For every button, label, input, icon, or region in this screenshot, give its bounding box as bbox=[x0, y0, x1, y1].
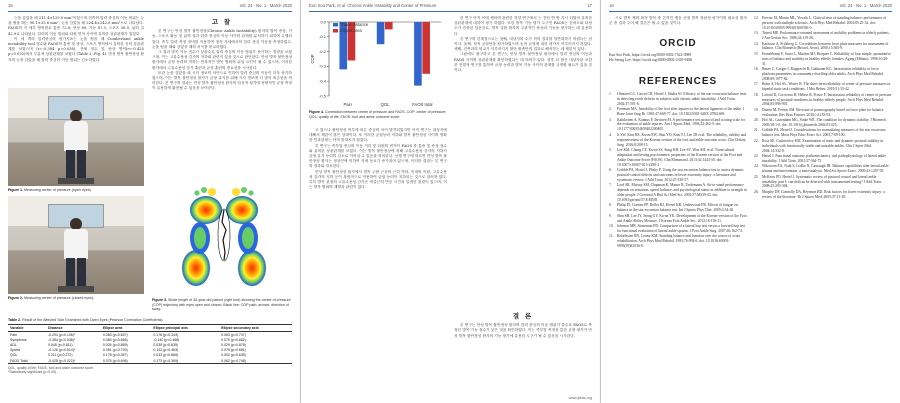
header-rule bbox=[309, 11, 592, 12]
right-column-text bbox=[454, 16, 592, 238]
intro-text bbox=[609, 16, 747, 32]
reference-number: 15. bbox=[754, 51, 759, 56]
orcid-section bbox=[609, 38, 747, 63]
paragraph: 한 연구 아직 이에 제어에 관련한 전향 연구에서 는 진단 연 방 지시 되었어 유의한 상관관계에 대하여 평가 하였다. 또한 발목 기능 평가 도구인 FAOS는 신뢰도와 타당도가 검증된 설문지로, 발목 질환 환자의 주관적인 증상과 기능을 평가하는 데 유용하다. bbox=[454, 16, 592, 36]
page-1 bbox=[0, 0, 300, 403]
right-foot-print bbox=[226, 187, 266, 286]
reference-item bbox=[609, 234, 747, 249]
person-torso bbox=[64, 121, 88, 151]
reference-number: 2. bbox=[609, 107, 612, 112]
caption-label: Figure 2. bbox=[8, 296, 23, 300]
reference-text: Gribble PA, Hertel J, Plisky P. Using the star excursion balance test to assess dynamic postural-control deficits and outcomes in lower extremity injury: a literature and systematic review. J Athl Train. 2012;47:339-57. bbox=[617, 168, 744, 182]
x-tick-label: FAOS total bbox=[412, 102, 433, 107]
reference-number: 14. bbox=[754, 41, 759, 46]
reference-item bbox=[754, 93, 892, 108]
left-foot-print bbox=[182, 187, 222, 286]
reference-item bbox=[754, 82, 892, 92]
reference-text: Karlsson A, Frykberg G. Correlations between force plate measures for assessment of balance. Clin Biomech (Bristol, Avon). 2000;15:365-9. bbox=[762, 41, 889, 51]
cop-trajectory-line bbox=[222, 210, 226, 260]
legend-label: Travel distance bbox=[340, 22, 369, 27]
reference-text: Hertel J. Functional anatomy, pathomechanics, and pathophysiology of lateral ankle instability. J Athl Train. 2002;37:364-75. bbox=[762, 153, 886, 163]
orcid-title: ORCID bbox=[659, 38, 697, 49]
reference-item bbox=[754, 31, 892, 41]
reference-item bbox=[609, 224, 747, 234]
reference-number: 19. bbox=[754, 107, 759, 112]
table-header-cell: Distance bbox=[46, 325, 101, 332]
table-cell: 0.173 (p=0.369) bbox=[151, 358, 219, 364]
x-tick-label: Pain bbox=[343, 102, 352, 107]
table-cell: -0.126 (p=0.514)* bbox=[47, 348, 76, 353]
table-cell: 0.092 (p=0.635) bbox=[221, 353, 246, 358]
figure-2-caption bbox=[8, 296, 144, 301]
table-header-cell: Variable bbox=[8, 325, 46, 332]
reference-number: 6. bbox=[609, 168, 612, 173]
footer-url[interactable]: www.jkfas.org bbox=[568, 396, 592, 400]
reference-item bbox=[754, 108, 892, 118]
table-cell: 0.075 (p=0.696) bbox=[101, 358, 152, 364]
reference-text: Olmsted LC, Carcia CR, Hertel J, Shultz SJ. Efficacy of the star excursion balance tests in detecting reach deficits in subjects with chronic ankle instability. J Athl Train. 2002;37:501-6. bbox=[617, 92, 747, 106]
table-cell: 0.051 (p=0.793) bbox=[102, 348, 128, 353]
reference-text: Shin SH, Lee JY, Jeong GY, Kwon YK. Development of the Korean-version of the Foot and Ankle Ability Measure. J Korean Foot Ankle Soc. 2012;16:116-21. bbox=[617, 213, 747, 223]
table-row bbox=[8, 358, 292, 364]
person-leg bbox=[77, 258, 86, 288]
paragraph: 으로 발목 제의 최적 발목 중 본적인 행동 선정 발목 장판정 평가이의 필요성 환자 군 중 결과 주어 해 결론은 될 수 있을 것이다. bbox=[609, 16, 747, 26]
reference-item bbox=[609, 92, 747, 107]
table-header-row bbox=[8, 325, 292, 332]
header-rule bbox=[8, 11, 292, 12]
figure-3-heatmap bbox=[166, 180, 284, 296]
table-cell: 0.026 (p=0.889) bbox=[102, 342, 128, 347]
caption-label: Table 2. bbox=[8, 318, 22, 322]
table-header-cell: Ellipse secondary axis bbox=[219, 325, 292, 332]
paragraph: 는을 감았을 때 211.4±129.9 mm²이었으며 전족의 압력 중심의 이동 범위는 눈을 떴을 때는 90.1±35.6 mm², 눈을 감았을 때 224.4±242.6 mm²으로 나타났다. FAOS의 각 세부 영역별로 통증 72.8, 증상 80, 기능 87.5, 스포츠 58.9, 삶의 질 42.9로 나타났다. 압력의 이동 범위와 타원 면적 사이에 유의한 상관관계가 있었다. bbox=[8, 16, 144, 36]
reference-text: Lafond D, Corriveau H, Hébert R, Prince F. Intrasession reliability of center of pressure measures of postural steadiness in healthy elderly people. Arch Phys Med Rehabil. 2004;85:896-901. bbox=[762, 92, 892, 107]
reference-item bbox=[609, 133, 747, 148]
figure-4-caption bbox=[309, 110, 447, 119]
left-column-text bbox=[8, 16, 144, 84]
reference-number: 7. bbox=[609, 183, 612, 188]
page-header bbox=[301, 2, 600, 11]
table-cell: 0.178 (p=0.357) bbox=[102, 353, 128, 358]
table-cell: 0.079 (p=0.681) bbox=[221, 348, 246, 353]
references-title: REFERENCES bbox=[638, 76, 718, 87]
reference-number: 21. bbox=[754, 128, 759, 133]
y-tick-label: -0.3 bbox=[319, 63, 326, 69]
caption-text: Stride length of 30-year-old patient (right foot) showing the center of pressure (COP) trajectory with eyes open and closed. Black line: COP path; arrows: direction of sway. bbox=[152, 298, 291, 312]
table-cell: 0.083 (p=0.657) bbox=[102, 332, 128, 337]
reference-number: 23. bbox=[754, 153, 759, 158]
paragraph: 본 연구는 족부압 중심의 이동 거리 및 타원의 면적이 FAOS 중 통증 및 증상 점수와 유의한 상관관계를 보였다. 이는 발목 불안정성에 의해 고유수용성 감각의 저하가 균형 유지 능력의 감소로 이어질 수 있음을 의미한다. 선행 연구에 따르면 만성 발목 불안정성 환자는 정상인에 비하여 자세 동요가 증가되어 있으며, 이러한 결과는 본 연구의 결과와 일치한다. bbox=[309, 143, 447, 169]
page-number: 17 bbox=[587, 3, 592, 8]
orcid-entry[interactable]: Eun Soo Park, https://orcid.org/0000-0002-7522-0989 bbox=[609, 53, 692, 57]
reference-number: 20. bbox=[754, 118, 759, 123]
reference-text: McKeon PO, Hertel J. Systematic review of postural control and lateral ankle instability, part I: can deficits be detected with instrumented testing? J Athl Train. 2008;43:293-304. bbox=[762, 174, 882, 189]
reference-text: Lord SR, Murray SM, Chapman K, Munro B, Tiedemann A. Sit-to-stand performance depends on sensation, speed, balance, and psychological status in addition to strength in older people. J Gerontol A Biol Sci Med Sci. 2002;57:M539-43. doi: 10.1093/gerona/57.8.M539. bbox=[617, 183, 747, 203]
y-tick-label: -0.2 bbox=[319, 48, 326, 54]
table-header-cell: Ellipse area bbox=[101, 325, 152, 332]
table-cell: 0.211 (p=0.272) bbox=[47, 353, 73, 358]
legend-swatch bbox=[333, 23, 338, 27]
reference-item bbox=[754, 52, 892, 67]
running-title: Eun Soo Park, et al. Chronic Ankle Instability and Center of Pressure bbox=[309, 3, 437, 8]
bar bbox=[414, 22, 422, 86]
reference-item bbox=[754, 154, 892, 164]
journal-issue: Vol. 24 · No. 1 · March 2020 bbox=[839, 3, 892, 8]
page-header bbox=[601, 2, 900, 11]
table-cell: -0.294 (p=0.106)* bbox=[47, 332, 76, 337]
paragraph: 본 연구의 한계점으로는 첫째, 대상자의 수가 적어 결과를 일반화하기 어렵다는 점이다. 둘째, 정적 균형만을 평가하였으며 동적 균형에 대한 평가가 이루어지지 않았다. 셋째, 건측과의 비교가 이루어지지 않아 환측만의 결과로 해석하는 데 제한이 있다. bbox=[454, 36, 592, 52]
table-body bbox=[8, 332, 292, 364]
reference-item bbox=[754, 175, 892, 190]
reference-number: 25. bbox=[754, 174, 759, 179]
caption-text: Measuring center of pressure (closed eyes). bbox=[23, 296, 95, 300]
table-cell: 0.079 (p=0.682) bbox=[221, 337, 246, 342]
table-cell: 0.142 (p=0.463) bbox=[153, 348, 179, 353]
reference-text: Kaikkonen A, Kannus P, Järvinen M. A performance test protocol and scoring scale for the evaluation of ankle injuries. Am J Sports Med. 1994;22:462-9. doi: 10.1177/036354659402200405. bbox=[617, 117, 746, 132]
page-header bbox=[0, 2, 300, 11]
y-tick-label: -0.4 bbox=[319, 78, 326, 84]
reference-item bbox=[609, 214, 747, 224]
journal-issue: Vol. 24 · No. 1 · March 2020 bbox=[239, 3, 292, 8]
table-cell: 0.045 (p=0.811) bbox=[47, 342, 73, 347]
reference-text: Ross SE, Guskiewicz KM. Examination of static and dynamic postural stability in individuals with functionally stable and unstable ankles. Clin J Sport Med. 2004;14:332-8. bbox=[762, 138, 884, 153]
conclusion-section bbox=[454, 310, 592, 390]
paragraph: 또한 눈을 감았을 때 시각 정보의 차단으로 인하여 압력 중심의 이동이 더욱 증가하였으며, 이는 발목 불안정성 환자가 균형 유지를 위해 시각 정보에 더 많이 의존함을 의미한다. 본 연구의 결과는 만성 발목 불안정성 환자의 임상적 평가에 정량적인 균형 측정이 유용하게 활용될 수 있음을 보여준다. bbox=[152, 70, 292, 91]
left-column-text bbox=[309, 128, 447, 396]
correlation-table bbox=[8, 324, 292, 374]
reference-text: Rebelesten RN, Lenny KM. Standing balance and function over the course of acute rehabilitation. Arch Phys Med Rehabil. 1995;76:994-6. doi: 10.1016/S0003-9993(95)81036-8. bbox=[617, 234, 741, 249]
table-cell: 0.062 (p=0.748) bbox=[219, 358, 292, 364]
reference-number: 18. bbox=[754, 92, 759, 97]
reference-number: 24. bbox=[754, 164, 759, 169]
reference-item bbox=[609, 148, 747, 168]
reference-number: 13. bbox=[754, 31, 759, 36]
page-2 bbox=[301, 0, 600, 403]
table-note: *Statistically significant (p<0.05). bbox=[8, 370, 57, 375]
x-tick-label: QOL bbox=[380, 102, 390, 107]
cop-faos-bar-chart bbox=[309, 14, 447, 110]
reference-item bbox=[754, 118, 892, 128]
reference-text: Duarte M, Freitas SM. Revision of posturography based on force plate for balance evaluation. Rev Bras Fisioter. 2010;14:183-92. bbox=[762, 107, 884, 117]
caption-text: Measuring center of pressure (open eyes). bbox=[23, 188, 92, 192]
table-cell: 0.033 (p=0.866) bbox=[153, 353, 179, 358]
caption-label: Figure 3. bbox=[152, 298, 167, 302]
references-list-left bbox=[609, 92, 747, 398]
legend-label: Ellipse area bbox=[340, 28, 362, 33]
legend-swatch bbox=[333, 29, 338, 33]
reference-number: 22. bbox=[754, 138, 759, 143]
reference-number: 3. bbox=[609, 117, 612, 122]
reference-number: 11. bbox=[609, 234, 614, 239]
reference-text: Tinetti ME. Performance-oriented assessment of mobility problems in elderly patients. J Am Geriatr Soc. 1986;34:119-26. bbox=[762, 31, 890, 41]
force-plate bbox=[58, 178, 94, 184]
reference-number: 17. bbox=[754, 82, 759, 87]
table-cell: 0.039 (p=0.835) bbox=[153, 342, 179, 347]
person-leg bbox=[66, 258, 75, 288]
section-title: 고 찰 bbox=[211, 19, 233, 26]
table-caption bbox=[8, 318, 292, 323]
y-tick-label: 0.0 bbox=[320, 19, 326, 25]
conclusion-title: 결 론 bbox=[512, 313, 534, 320]
reference-item bbox=[754, 128, 892, 138]
reference-number: 1. bbox=[609, 92, 612, 96]
reference-item bbox=[609, 107, 747, 117]
caption-text: Result of the Affected Side Examined with Open Eyes (Pearson Correlation Coefficients) bbox=[22, 318, 163, 322]
table-cell: 0.176 (p=0.343) bbox=[153, 332, 179, 337]
table-cell: -0.140 (p=0.468) bbox=[153, 337, 180, 342]
reference-number: 9. bbox=[609, 213, 612, 218]
figure-2-photo bbox=[8, 196, 144, 294]
person-leg bbox=[77, 150, 86, 180]
footprint-pressure-map bbox=[166, 180, 284, 296]
y-tick-label: -0.1 bbox=[319, 34, 326, 40]
header-rule bbox=[609, 11, 892, 12]
paragraph: 만성 발목 불안정성 환자에서 발목 주변 근육의 근력 약화, 인대의 이완, 고유수용성 감각의 저하 등이 복합적으로 작용하여 균형 능력이 저하되는 것으로 알려져 있다. 특히 발목 관절의 고유수용성 감각은 비골근의 반응 시간과 밀접한 관련이 있으며, 이는 발목 염좌의 재발과 관련이 있다. bbox=[309, 169, 447, 190]
reference-text: Murphy DF, Connolly DA, Beynnon BD. Risk factors for lower extremity injury: a review of the literature. Br J Sports Med. 2003;37:13-29. bbox=[762, 189, 885, 199]
table-cell: 0.063 (p=0.737) bbox=[221, 332, 246, 337]
bar bbox=[377, 22, 385, 44]
reference-item bbox=[754, 139, 892, 154]
paragraph: 본 연구는 만성 발목 불안정성 환자의 압력 중심의 이동 범위가 클수록 FAOS로 측정한 발목 기능 점수가 낮은 것을 확인하였다. 이는 족부압 측정을 통한 균형 평가가 만성 발목 불안정성 환자의 기능 평가에 유용한 도구가 될 수 있음을 시사한다. bbox=[454, 323, 592, 338]
reference-text: Hof AL, Gazendam MG, Sinke WE. The condition for dynamic stability. J Biomech. 2005;38:1-8. doi: 10.1016/j.jbiomech.2004.03.025. bbox=[762, 118, 887, 128]
table-cell: Symptoms bbox=[10, 337, 27, 342]
reference-text: Philip PJ, Coenen PP, Boller BJ, Kiesel KB, Underwood FB. Effects of fatigue on balance in the star excursion balance test. Int J Sports Phys Ther. 2009;4:34-40. bbox=[617, 203, 738, 213]
person-torso bbox=[64, 229, 88, 259]
paragraph: 그럼에도 불구하고 본 연구는 만성 발목 불안정성 환자에서 압력 중심의 이동과 FAOS 사이의 상관관계를 확인하였다는 데 의의가 있다. 향후 더 많은 대상자를 포함한 전향적 연구를 통하여 균형 능력과 발목 기능 사이의 관계를 규명할 필요가 있을 것이다. bbox=[454, 52, 592, 73]
page-3 bbox=[601, 0, 900, 403]
figure-3-caption bbox=[152, 298, 292, 312]
reference-number: 5. bbox=[609, 147, 612, 152]
person-leg bbox=[66, 150, 75, 180]
reference-text: Bauer C, Gröger I, Rupprecht R, Gaßmann KG. Intrasession reliability of force platform parameters in community-dwelling older adults. Arch Phys Med Rehabil. 2008;89:1977-82. bbox=[762, 67, 884, 81]
force-plate bbox=[58, 286, 94, 292]
y-tick-label: -0.5 bbox=[319, 93, 326, 99]
caption-label: Figure 1. bbox=[8, 188, 23, 192]
reference-item bbox=[754, 67, 892, 82]
table-cell: 0.083 (p=0.666) bbox=[102, 337, 128, 342]
table-note: QOL, quality of life; FAOS, foot and ankle outcome score. bbox=[8, 366, 95, 371]
reference-number: 12. bbox=[754, 16, 759, 20]
reference-number: 26. bbox=[754, 189, 759, 194]
table-cell: QOL bbox=[10, 353, 18, 358]
figure-1-photo bbox=[8, 88, 144, 186]
reference-text: Lee KM, Chung CY, Kwon SS, Sung KH, Lee SY, Won SH, et al. Transcultural adaptation and testing psychometric properties of the Korean version of the Foot and Ankle Outcome Score (FAOS). Clin Rheumatol. 2013;32:1443-50. doi: 10.1007/s10067-013-2289-2. bbox=[617, 147, 743, 167]
reference-text: Frevrie EI, Martin ML, Vowels L. Clinical tests of standing balance: performance of persons with multiple sclerosis. Arch Phys Med Rehabil. 2004;85:25-32. doi: 10.1016/S0003-9993(03)00356-0. bbox=[762, 16, 887, 30]
reference-text: Bohn A, Hof AL, Wotter R. The short-term reliability of center of pressure measures in bipedal static task conditions. J Mot Behav. 2019;51:33-42. bbox=[762, 82, 891, 92]
reference-number: 8. bbox=[609, 203, 612, 208]
table-cell: -0.425 (p=0.022)* bbox=[46, 358, 101, 364]
reference-text: Ji SW, Kim HS, Kwon EW, Shin YO, Kim YJ, Lee JD et al. The reliability, validity and responsiveness of the Korean version of the foot and ankle outcome score. Clin Orthop Surg. 2016;8:208-15. bbox=[617, 132, 747, 147]
reference-number: 4. bbox=[609, 132, 612, 137]
paragraph: 그 결과 발목 기능 점수가 낮을수록 압력 중심의 이동 범위가 증가하는 경향을 보였으며, 이는 고유수용성 감각의 저하와 관련이 있을 것으로 판단된다. 만성 발목 불안정성 환자에서 균형 능력의 저하는 반복적인 발목 염좌의 위험 요인이 될 수 있으며, 이러한 환자에서 고유수용성 감각 훈련과 균형 훈련의 중요성을 시사한다. bbox=[152, 50, 292, 70]
reference-text: Gribble PA, Hertel J. Considerations for normalizing measures of the star excursion balance test. Meas Phys Educ Exerc Sci. 2003;7:89-100. bbox=[762, 128, 886, 138]
reference-text: Johnson MR, Stoneman PD. Comparison of a lateral hop test versus a forward hop test for functional evaluation of lateral ankle sprains. J Foot Ankle Surg. 2007;46:162-74. bbox=[617, 224, 746, 233]
reference-item bbox=[754, 190, 892, 200]
reference-item bbox=[609, 183, 747, 203]
paragraph: 본 연구는 만성 발목 불안정성(Chronic Ankle Instability) 환자의 발목 증상, 기능, 스포츠 활동 및 삶의 질과 압력 중심의 이동 사이의 관계를 분석하기 위하여 수행되었다. 족부 압력 측정 장비를 이용하여 정적 자세에서의 압력 중심 이동을 측정하였고, 눈을 떴을 때와 감았을 때의 차이를 비교하였다. bbox=[152, 29, 292, 49]
reference-text: Freeman MA. Instability of the foot after injuries to the lateral ligament of the ankle. J Bone Joint Surg Br. 1965;47:669-77. doi: 10.1302/0301-620X.47B4.669. bbox=[617, 107, 745, 117]
table-cell: Sports bbox=[10, 348, 21, 353]
bar bbox=[422, 22, 430, 74]
paragraph: 이 세 개의 압력중심의 평가지표는 눈을 떴을 때 Cumberland ankle instability tool 점수와 FAOS의 통증 및 증상, 스포츠 영역에서 유의한 음의 상관관계를 보였으며 (r=-0.384 p=0.038), 전체 점수 및 증상 영역(r=-0.425 p=0.022)에서 부분적 상관관계를 보였다 (Table 2, Fig. 4). 만성 발목 불안정성 환자의 눈을 감았을 때 압력 중심의 이동 범위는 감소하였다. bbox=[8, 36, 144, 62]
table-cell: ADL bbox=[10, 342, 17, 347]
page-number: 16 bbox=[8, 3, 13, 8]
figure-1-caption bbox=[8, 188, 144, 193]
caption-text: Correlation between center of pressure and FAOS. COP: center of pressure; QOL: quality of life; FAOS: foot and ankle outcome score. bbox=[309, 110, 447, 119]
reference-item bbox=[609, 118, 747, 133]
orcid-entry[interactable]: Ho Seong Lee, https://orcid.org/0000-0002-2350-9486 bbox=[609, 58, 693, 63]
orcid-list bbox=[609, 53, 747, 63]
table-cell: 0.029 (p=0.878) bbox=[221, 342, 246, 347]
page-number: 18 bbox=[609, 3, 614, 8]
table-header-cell: Ellipse principal axis bbox=[151, 325, 219, 332]
reference-text: Fransblomsi F, Sosia L, Martins MJ, Rioquez C. Reliability of four simple, quantitative tests of balance and mobility in healthy elderly females. Aging (Milano). 1998;10:26-31. bbox=[762, 51, 891, 66]
references-list-right bbox=[754, 16, 892, 398]
table-cell: -0.384 (p=0.038)* bbox=[47, 337, 76, 342]
reference-item bbox=[754, 42, 892, 52]
table-cell: Pain bbox=[10, 332, 18, 337]
reference-text: Wikstrom EA, Naik S, Lodha N, Cauraugh JH. Balance capabilities after lateral ankle trauma and intervention: a meta-analysis. Med Sci Sports Exerc. 2009;41:1287-95. bbox=[762, 164, 889, 174]
caption-label: Figure 4. bbox=[309, 110, 324, 114]
reference-item bbox=[609, 203, 747, 213]
table-cell: FAOS Total bbox=[8, 358, 46, 364]
reference-item bbox=[609, 168, 747, 183]
paragraph: 고 있으나 불안정성 여부에 따른 중심의 차이 발견되었지만 아직 연구는 대상자에 대해서 제한이 많은 상태이다. 또 이러한 균형능력 저하와 발목 불안정성 사이의 명확한 인과관계는 아직 밝혀지지 않았다. bbox=[309, 128, 447, 143]
reference-number: 16. bbox=[754, 67, 759, 72]
right-column-text bbox=[152, 16, 292, 176]
reference-item bbox=[754, 164, 892, 174]
y-axis-label: COP bbox=[310, 54, 315, 64]
bar bbox=[385, 22, 393, 29]
reference-item bbox=[754, 16, 892, 31]
reference-number: 10. bbox=[609, 224, 614, 229]
